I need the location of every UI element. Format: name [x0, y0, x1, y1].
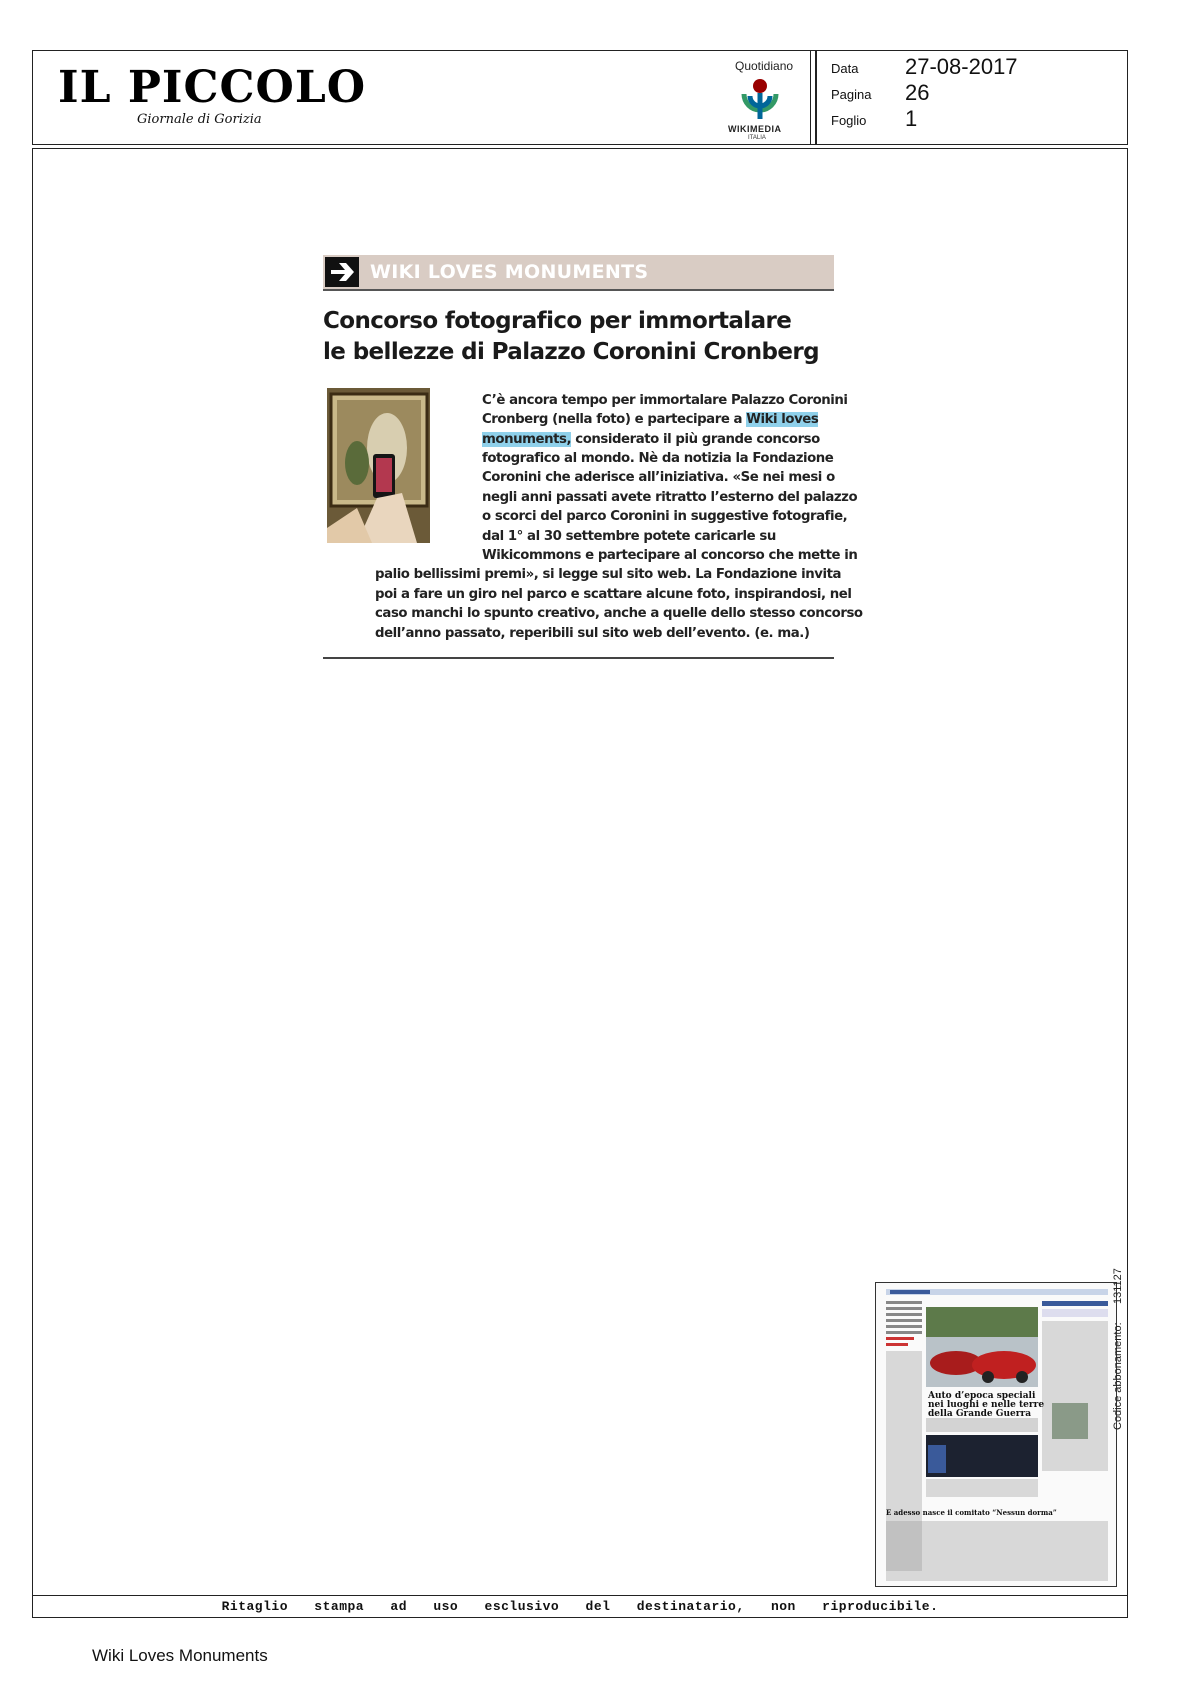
date-value: 27-08-2017 — [905, 54, 1018, 79]
body-line: Wikicommons e partecipare al concorso che mette in — [482, 548, 858, 563]
body-line: poi a fare un giro nel parco e scattare alcune foto, inspirandosi, nel — [375, 587, 852, 602]
wikimedia-logo-subtext: ITALIA — [748, 135, 766, 141]
page-caption: Wiki Loves Monuments — [92, 1646, 268, 1665]
headline-line: le bellezze di Palazzo Coronini Cronberg — [323, 339, 820, 365]
body-line: palio bellissimi premi», si legge sul sito web. La Fondazione invita — [375, 567, 842, 582]
date-label: Data — [831, 61, 859, 76]
body-line: C’è ancora tempo per immortalare Palazzo Coronini — [482, 393, 848, 408]
highlighted-text: Wiki loves — [746, 412, 819, 427]
newspaper-subtitle: Giornale di Gorizia — [137, 112, 262, 127]
highlighted-text: monuments, — [482, 432, 572, 447]
body-line: o scorci del parco Coronini in suggestive fotografie, — [482, 509, 848, 524]
sheet-label: Foglio — [831, 113, 867, 128]
headline-line: Concorso fotografico per immortalare — [323, 308, 792, 334]
newspaper-name: IL PICCOLO — [58, 62, 367, 113]
article-kicker: WIKI LOVES MONUMENTS — [370, 261, 649, 283]
body-line: Cronberg (nella foto) e partecipare a Wiki loves — [482, 412, 819, 427]
wikimedia-logo-icon — [737, 76, 783, 122]
thumbnail-secondary-headline: E adesso nasce il comitato “Nessun dorma” — [886, 1508, 1057, 1517]
subscription-code: Codice abbonamento: 131127 — [1112, 1268, 1124, 1430]
page-value: 26 — [905, 80, 930, 105]
thumbnail-headline: Auto d’epoca speciali nei luoghi e nelle terre della Grande Guerra — [928, 1391, 1045, 1419]
arrow-icon — [325, 257, 359, 287]
body-line: monuments, considerato il più grande concorso — [482, 432, 820, 447]
reproduction-notice: Ritaglio stampa ad uso esclusivo del destinatario, non riproducibile. — [221, 1599, 939, 1614]
page-label: Pagina — [831, 87, 872, 102]
body-line: caso manchi lo spunto creativo, anche a quelle dello stesso concorso — [375, 606, 863, 621]
body-line: fotografico al mondo. Nè da notizia la Fondazione — [482, 451, 834, 466]
article-headline — [323, 306, 843, 368]
article-bottom-rule — [323, 657, 834, 659]
body-line: negli anni passati avete ritratto l’esterno del palazzo — [482, 490, 858, 505]
sheet-value: 1 — [905, 106, 918, 131]
publication-type: Quotidiano — [735, 59, 794, 73]
wikimedia-logo-text: WIKIMEDIA — [728, 124, 782, 134]
page-thumbnail — [875, 1282, 1117, 1587]
article-photo — [327, 388, 430, 543]
body-line: dal 1° al 30 settembre potete caricarle su — [482, 529, 776, 544]
body-line: dell’anno passato, reperibili sul sito web dell’evento. (e. ma.) — [375, 626, 810, 641]
body-line: Coronini che aderisce all’iniziativa. «Se nei mesi o — [482, 470, 835, 485]
